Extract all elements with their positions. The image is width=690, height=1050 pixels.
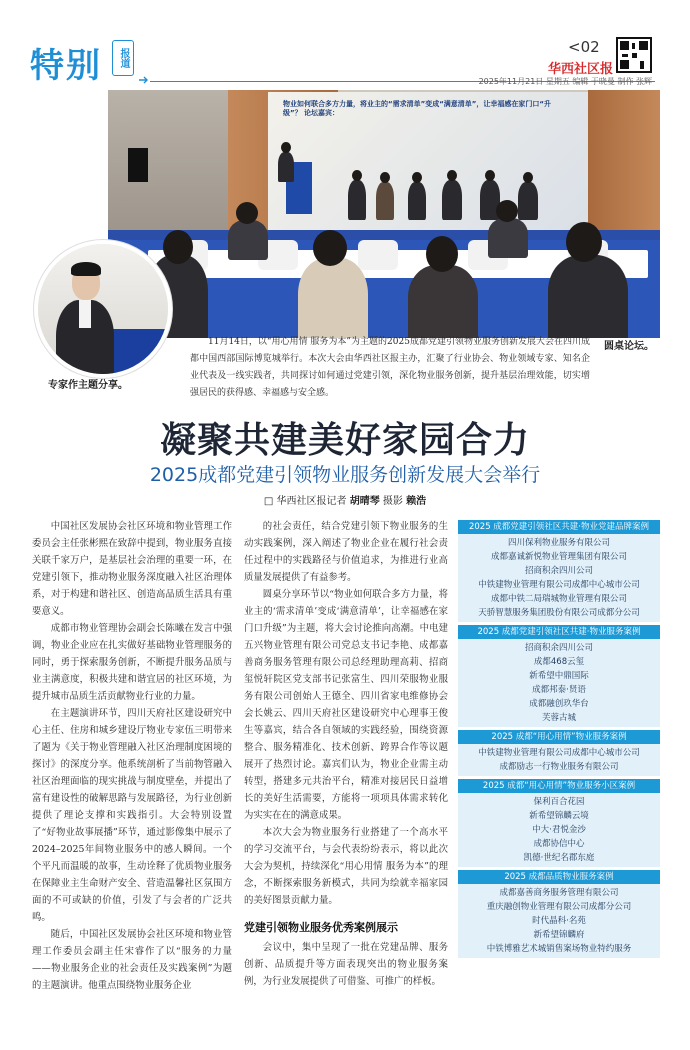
headline: 凝聚共建美好家园合力 (159, 420, 530, 461)
list-item: 成都邦泰·贤语 (532, 685, 586, 695)
list-item: 重庆融创物业管理有限公司成都分公司 (486, 902, 632, 912)
case-list-sidebar (458, 520, 660, 961)
sidebar-section-list (458, 534, 660, 622)
list-item: 中铁博雅艺术城销售案场物业特约服务 (486, 944, 632, 954)
paragraph: 随后，中国社区发展协会社区环境和物业管理工作委员会副主任宋睿作了以“服务的力量——物业服务企业的社会责任及实践案例”为题的主题演讲。他重点围绕物业服务企业 (32, 929, 232, 991)
paragraph: 在主题演讲环节，四川天府社区建设研究中心主任、住房和城乡建设厅物业专家伍三明带来了题为《关于物业管理融入社区治理制度困境的探讨》的深度分享。他系统剖析了当前物管融入社区治理面临的现实挑战与制度壁垒，并提出了富有建设性的破解思路与发展路径，为行业创新提供了理论支撑和实践指引。大会特别设置了“好物业故事展播”环节，通过影像集中展示了2024–2025年间物业服务中的感人瞬间。一个个平凡而温暖的故事，生动诠释了优质物业服务在保障业主生命财产安全、营造温馨社区氛围方面的不可或缺的价值，引发了与会者的广泛共鸣。 (32, 708, 232, 923)
inset-caption: 专家作主题分享。 (48, 380, 128, 391)
sidebar-section-list (458, 884, 660, 958)
qr-code-icon (616, 37, 652, 73)
list-item: 成都中铁二局瑞城物业管理有限公司 (490, 594, 627, 604)
arrow-deco-icon (138, 75, 150, 85)
page-header (0, 0, 690, 90)
list-item: 天骄智慧服务集团股份有限公司成都分公司 (478, 608, 640, 618)
stage-screen-text: 物业如何联合多方力量，将业主的“需求清单”变成“满意清单”，让幸福感在家门口“升级”？ 论坛嘉宾： (283, 100, 552, 117)
sidebar-section-title: 2025 成都党建引领社区共建·物业服务案例 (458, 625, 660, 639)
list-item: 招商积余四川公司 (524, 566, 593, 576)
list-item: 凯德·世纪名郡东庭 (523, 853, 595, 863)
paragraph: 中国社区发展协会社区环境和物业管理工作委员会主任张彬熙在致辞中提到，物业服务直接关联千家万户，是基层社会治理的重要一环，在党建引领下，推动物业服务深度融入社区治理体系，对于构建和谐社区、创造高品质生活具有重要意义。 (32, 521, 232, 617)
photo-caption: 圆桌论坛。 (604, 341, 654, 352)
sidebar-section-list (458, 744, 660, 776)
list-item: 中铁建物业管理有限公司成都中心城市公司 (478, 748, 640, 758)
list-item: 芙蓉古城 (541, 713, 576, 723)
paper-name: 华西社区报 (548, 62, 614, 77)
list-item: 时代晶科·名苑 (532, 916, 586, 926)
byline: □ 华西社区报记者 胡晴琴 摄影 赖浩 (263, 496, 427, 507)
section-subtitle: 党建引领物业服务优秀案例展示 (244, 921, 398, 934)
list-item: 成都嘉善商务服务管理有限公司 (499, 888, 619, 898)
paragraph: 本次大会为物业服务行业搭建了一个高水平的学习交流平台，与会代表纷纷表示，将以此次大会为契机，持续深化“用心用情 服务为本”的理念，不断探索服务新模式，共同为绘就幸福家园的美好图景贡献力量。 (244, 827, 448, 906)
speaker-inset-photo (34, 240, 172, 378)
subheadline: 2025成都党建引领物业服务创新发展大会举行 (149, 464, 541, 486)
section-title: 特别 (30, 46, 102, 86)
paragraph: 成都市物业管理协会副会长陈曦在发言中强调，物业企业应在扎实做好基础物业管理服务的同时，勇于探索服务创新，不断提升服务品质与业主满意度，积极共建和谐宜居的社区环境，为提升城市品质生活贡献物业行业的力量。 (32, 623, 232, 702)
list-item: 成都融创玖华台 (529, 699, 589, 709)
list-item: 保利百合花园 (533, 797, 585, 807)
sidebar-section-title: 2025 成都“用心用情”物业服务案例 (458, 730, 660, 744)
list-item: 中大·君悦金沙 (532, 825, 586, 835)
body-column-2 (244, 518, 448, 990)
date-line: 2025年11月21日 星期五 编辑 于晓曼 制作 张辉 (478, 77, 652, 86)
list-item: 成都嘉诚新悦物业管理集团有限公司 (490, 552, 627, 562)
sidebar-section-title: 2025 成都“用心用情”物业服务小区案例 (458, 779, 660, 793)
list-item: 成都协信中心 (533, 839, 585, 849)
sidebar-section-title: 2025 成都品质物业服务案例 (458, 870, 660, 884)
body-column-1 (32, 518, 232, 994)
section-badge: 报道 (112, 40, 134, 76)
sidebar-section-title: 2025 成都党建引领社区共建·物业党建品牌案例 (458, 520, 660, 534)
list-item: 中铁建物业管理有限公司成都中心城市公司 (478, 580, 640, 590)
list-item: 新希望中鼎国际 (529, 671, 589, 681)
list-item: 成都468云玺 (533, 657, 585, 667)
sidebar-section-list (458, 639, 660, 727)
list-item: 招商积余四川公司 (524, 643, 593, 653)
page-number: <02 (568, 38, 600, 56)
list-item: 新希望锦麟府 (533, 930, 585, 940)
sidebar-section-list (458, 793, 660, 867)
paragraph: 圆桌分享环节以“物业如何联合多方力量，将业主的‘需求清单’变成‘满意清单’，让幸福感在家门口升级”为主题，将大会讨论推向高潮。中电建五兴物业管理有限公司党总支书记李艳、成都嘉善商务服务管理有限公司总经理助理高莉、招商玺悦轩院区党支部书记张富生、四川荣服物业服务有限公司创始人王德全、四川省家电维修协会会长姚云、四川天府社区建设研究中心理事王俊生等嘉宾，结合各自领域的实践经验，围绕资源整合、服务精准化、技术创新、跨界合作等议题展开了热烈讨论。嘉宾们认为，物业企业需主动转型，搭建多元共治平台，精准对接居民日益增长的美好生活需要，方能将一项项具体需求转化为实实在在的满意成果。 (244, 589, 448, 821)
intro-paragraph: 11月14日，以“用心用情 服务为本”为主题的2025成都党建引领物业服务创新发展大会在四川成都中国西部国际博览城举行。本次大会由华西社区报主办，汇聚了行业协会、物业领域专家、知名企业代表及一线实践者，共同探讨如何通过党建引领，深化物业服务创新，提升基层治理效能，切实增强居民的获得感、幸福感与安全感。 (190, 337, 590, 398)
paragraph: 会议中，集中呈现了一批在党建品牌、服务创新、品质提升等方面表现突出的物业服务案例，为行业发展提供了可借鉴、可推广的样板。 (244, 942, 448, 987)
list-item: 四川保利物业服务有限公司 (507, 538, 610, 548)
list-item: 新希望锦麟云境 (529, 811, 589, 821)
paragraph: 的社会责任，结合党建引领下物业服务的生动实践案例，深入阐述了物业企业在履行社会责任过程中的实践路径与价值追求，为推进行业高质量发展提供了有益参考。 (244, 521, 448, 583)
list-item: 成都励志一行物业服务有限公司 (499, 762, 619, 772)
main-photo (108, 90, 660, 338)
